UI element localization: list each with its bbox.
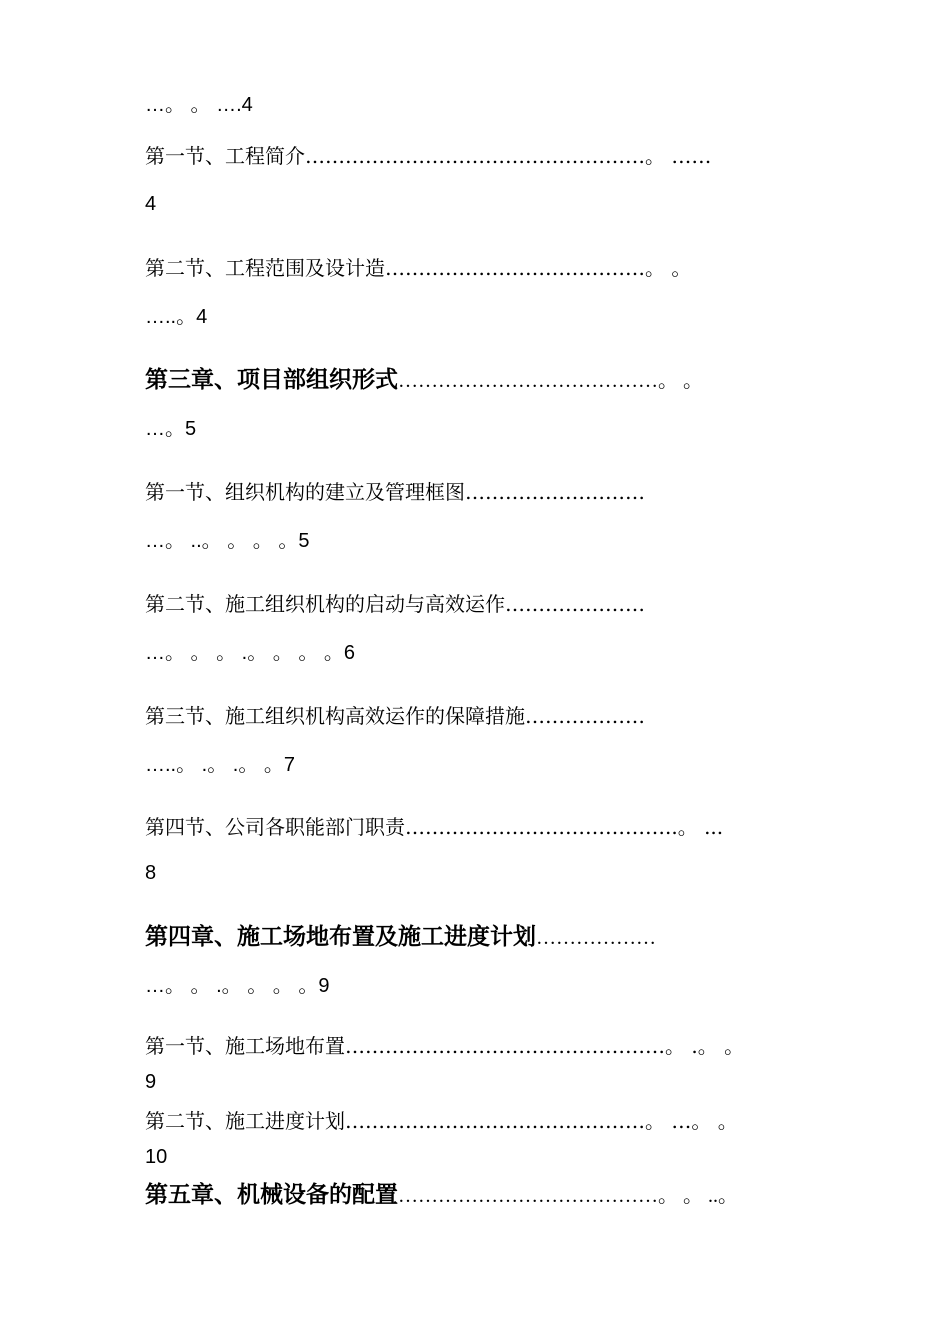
chapter-leader-dots: ……………… (536, 927, 656, 949)
chapter-leader-dots: …………………………………。 。 (398, 370, 703, 392)
toc-entry-section-project-overview: 第一节、工程简介……………………………………………。 …… (145, 144, 712, 168)
toc-entry-chapter-5 (145, 1183, 738, 1206)
chapter-title: 第五章、机械设备的配置 (145, 1181, 398, 1208)
toc-entry-section-safeguards: 第三节、施工组织机构高效运作的保障措施……………… (145, 704, 645, 728)
toc-entry-chapter-4 (145, 925, 656, 948)
toc-page-number: 4 (145, 193, 157, 215)
chapter-title: 第三章、项目部组织形式 (145, 366, 398, 393)
chapter-title: 第四章、施工场地布置及施工进度计划 (145, 923, 536, 950)
toc-entry-chapter-3 (145, 368, 703, 391)
toc-page-number: 8 (145, 862, 157, 884)
toc-page-number: …。 ..。 。 。 。5 (145, 530, 310, 552)
toc-page-number: …..。4 (145, 306, 208, 328)
toc-page-number: …..。 .。 .。 。7 (145, 754, 296, 776)
toc-entry-section-startup: 第二节、施工组织机构的启动与高效运作………………… (145, 592, 645, 616)
toc-page-number: …。5 (145, 418, 197, 440)
chapter-leader-dots: …………………………………。 。 ..。 (398, 1185, 738, 1207)
toc-entry-section-schedule: 第二节、施工进度计划………………………………………。 …。 。 (145, 1109, 738, 1133)
toc-line-page-ref: …。 。 ….4 (145, 94, 253, 116)
toc-entry-section-organization: 第一节、组织机构的建立及管理框图……………………… (145, 480, 645, 504)
toc-entry-section-project-scope: 第二节、工程范围及设计造…………………………………。 。 (145, 256, 692, 280)
toc-page-number: 10 (145, 1146, 168, 1168)
toc-page-number: …。 。 .。 。 。 。9 (145, 975, 330, 997)
toc-page-number: …。 。 。 .。 。 。 。6 (145, 642, 356, 664)
toc-entry-section-site-layout: 第一节、施工场地布置…………………………………………。 .。 。 (145, 1034, 745, 1058)
toc-page-number: 9 (145, 1071, 157, 1093)
toc-entry-section-departments: 第四节、公司各职能部门职责…………………………………..。 ... (145, 815, 724, 839)
